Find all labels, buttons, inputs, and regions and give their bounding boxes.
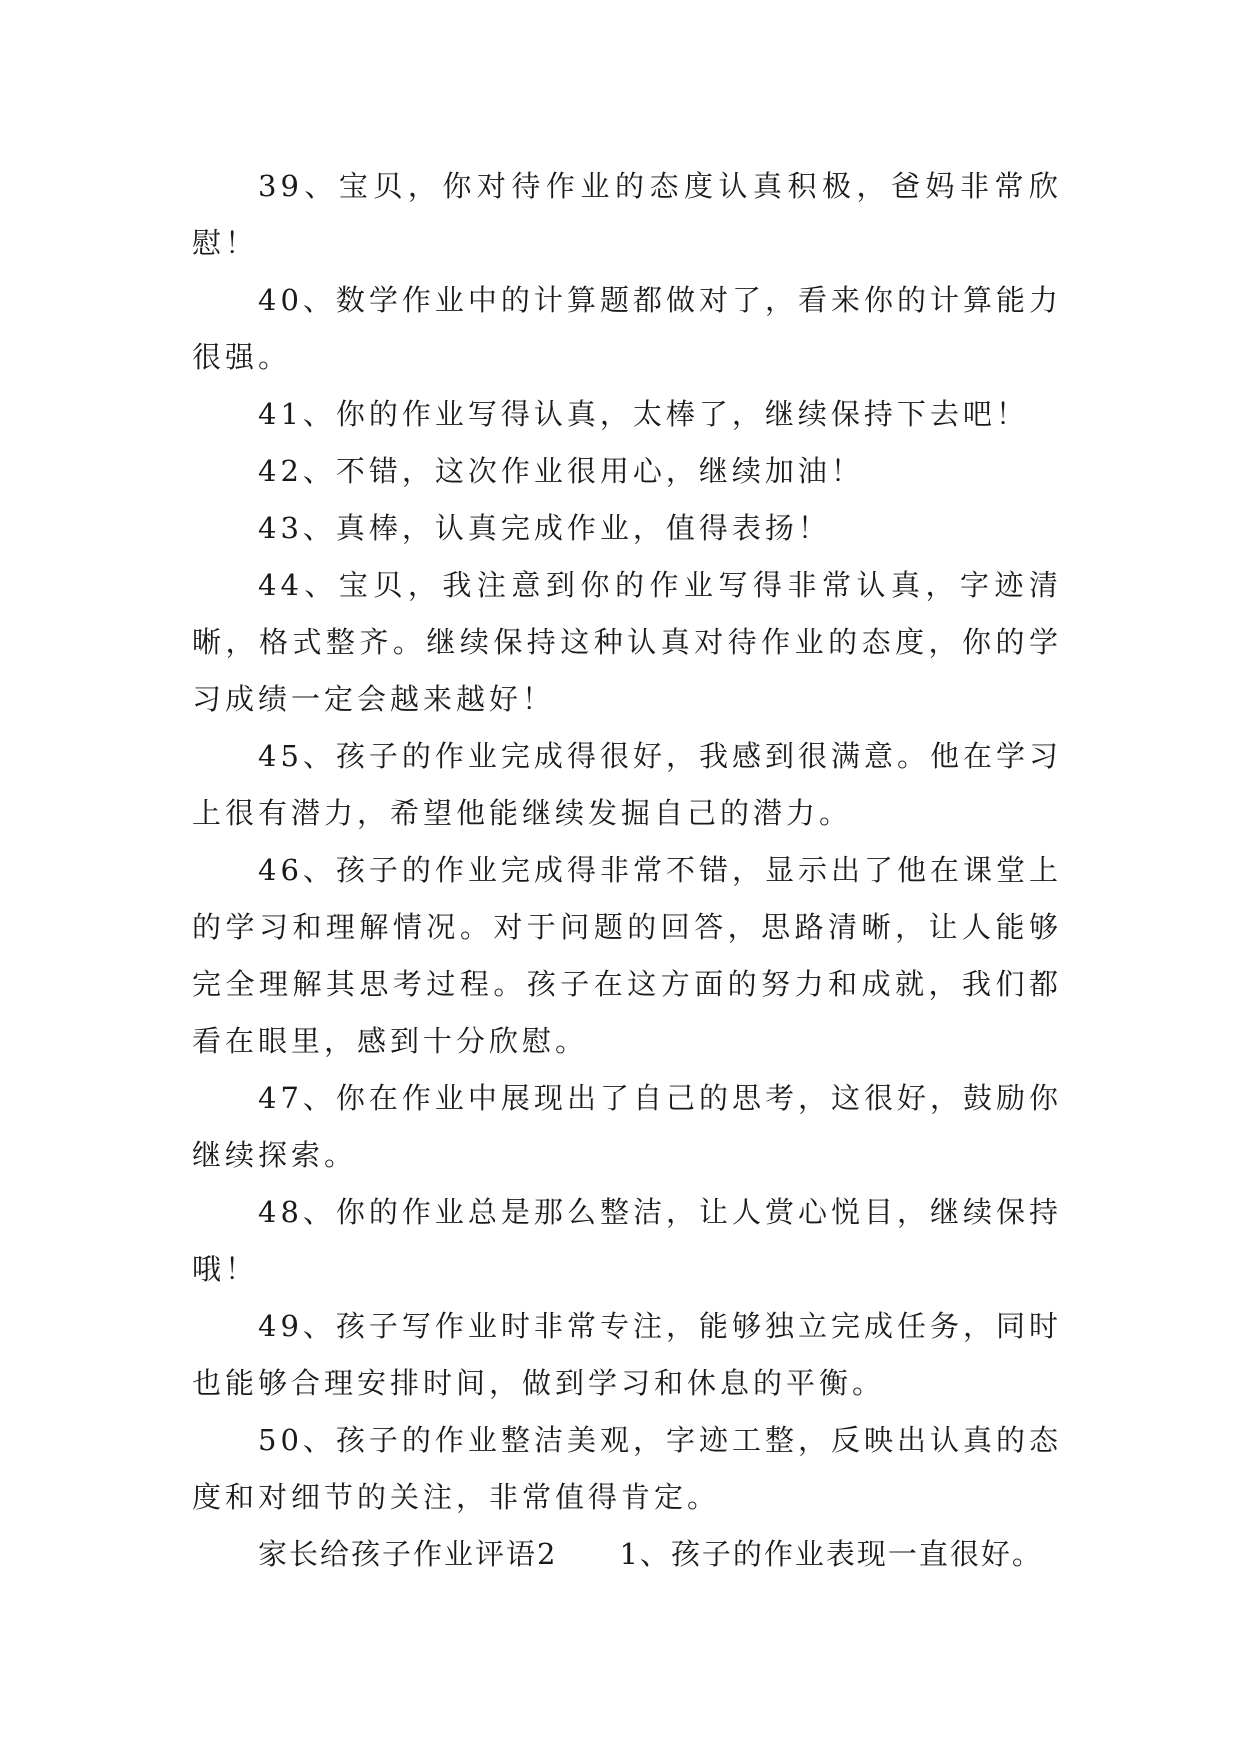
comment-paragraph-41: 41、你的作业写得认真，太棒了，继续保持下去吧！ — [258, 397, 1029, 431]
comment-paragraph-44: 44、宝贝，我注意到你的作业写得非常认真，字迹清晰，格式整齐。继续保持这种认真对待作业的态度，你的学习成绩一定会越来越好！ — [192, 568, 1062, 716]
section-heading-line — [192, 1526, 1062, 1583]
comment-paragraph-47: 47、你在作业中展现出了自己的思考，这很好，鼓励你继续探索。 — [192, 1081, 1062, 1172]
comment-paragraph-50: 50、孩子的作业整洁美观，字迹工整，反映出认真的态度和对细节的关注，非常值得肯定。 — [192, 1423, 1062, 1514]
comment-paragraph-39: 39、宝贝，你对待作业的态度认真积极，爸妈非常欣慰！ — [192, 169, 1062, 260]
comment-paragraph-48: 48、你的作业总是那么整洁，让人赏心悦目，继续保持哦！ — [192, 1195, 1062, 1286]
comment-paragraph-43: 43、真棒，认真完成作业，值得表扬！ — [258, 511, 831, 545]
comment-paragraph-49: 49、孩子写作业时非常专注，能够独立完成任务，同时也能够合理安排时间，做到学习和休息的平衡。 — [192, 1309, 1062, 1400]
comment-paragraph-46: 46、孩子的作业完成得非常不错，显示出了他在课堂上的学习和理解情况。对于问题的回答，思路清晰，让人能够完全理解其思考过程。孩子在这方面的努力和成就，我们都看在眼里，感到十分欣慰。 — [192, 853, 1062, 1058]
document-body — [192, 158, 1062, 1583]
comment-paragraph-40: 40、数学作业中的计算题都做对了，看来你的计算能力很强。 — [192, 283, 1062, 374]
comment-paragraph-45: 45、孩子的作业完成得很好，我感到很满意。他在学习上很有潜力，希望他能继续发掘自己的潜力。 — [192, 739, 1062, 830]
section-first-item: 1、孩子的作业表现一直很好。 — [619, 1537, 1043, 1571]
section-heading: 家长给孩子作业评语2 — [258, 1537, 558, 1571]
comment-paragraph-42: 42、不错，这次作业很用心，继续加油！ — [258, 454, 864, 488]
